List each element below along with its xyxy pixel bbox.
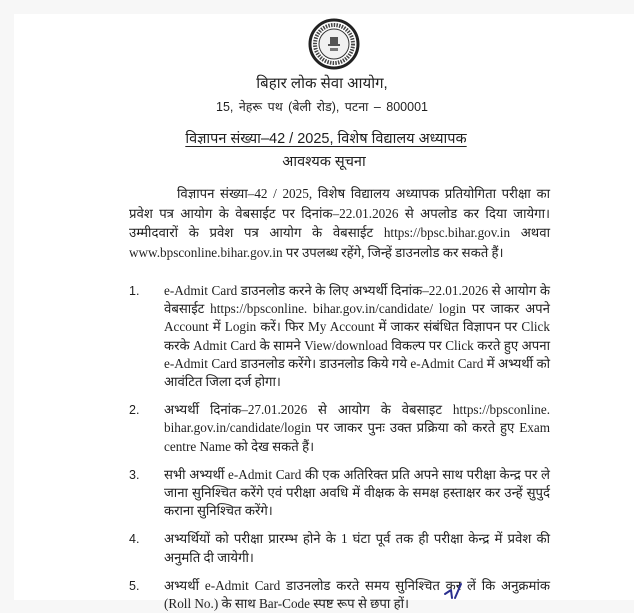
list-item bbox=[129, 466, 550, 521]
intro-paragraph: विज्ञापन संख्या–42 / 2025, विशेष विद्यालय अध्यापक प्रतियोगिता परीक्षा का प्रवेश पत्र आयोग के वेबसाईट पर दिनांक–22.01.2026 से अपलोड कर दिया जायेगा। उम्मीदवारों के प्रवेश पत्र आयोग के वेबसाईट https://bpsc.bihar.gov.in अथवा www.bpsconline.bihar.gov.in पर उपलब्ध रहेंगे, जिन्हें डाउनलोड कर सकते हैं। bbox=[129, 186, 550, 260]
item-number: 2. bbox=[129, 403, 140, 418]
item-text: अभ्यर्थी दिनांक–27.01.2026 से आयोग के वेबसाइट https://bpsconline. bihar.gov.in/candidate/login पर जाकर पुनः उक्त प्रक्रिया को करते हुए Exam centre Name को देख सकते हैं। bbox=[164, 402, 550, 454]
item-text: e-Admit Card डाउनलोड करने के लिए अभ्यर्थी दिनांक–22.01.2026 से आयोग के वेबसाईट https://bpsconline. bihar.gov.in/candidate/ login पर जाकर अपने Account में Login करें। फिर My Account में जाकर संबंधित विज्ञापन पर Click करके Admit Card के सामने View/download विकल्प पर Click करते हुए अपना e-Admit Card डाउनलोड करेंगे। डाउनलोड किये गये e-Admit Card में अभ्यर्थी को आवंटित जिला दर्ज होगा। bbox=[164, 283, 550, 390]
item-text: सभी अभ्यर्थी e-Admit Card की एक अतिरिक्त प्रति अपने साथ परीक्षा केन्द्र पर ले जाना सुनिश्चित करेंगे एवं परीक्षा अवधि में वीक्षक के समक्ष हस्ताक्षर कर उन्हें सुपुर्द कराना सुनिश्चित करेंगे। bbox=[164, 466, 550, 519]
list-item bbox=[129, 401, 550, 456]
item-number: 5. bbox=[129, 578, 140, 593]
organization-address: 15, नेहरू पथ (बेली रोड), पटना – 800001 bbox=[216, 100, 428, 114]
list-item bbox=[129, 530, 550, 566]
item-text: अभ्यर्थियों को परीक्षा प्रारम्भ होने के 1 घंटा पूर्व तक ही परीक्षा केन्द्र में प्रवेश की अनुमति दी जायेगी। bbox=[164, 531, 550, 565]
item-text: अभ्यर्थी e-Admit Card डाउनलोड करते समय सुनिश्चित कर लें कि अनुक्रमांक (Roll No.) के साथ Bar-Code स्पष्ट रूप से छपा हों। bbox=[164, 577, 550, 612]
list-item bbox=[129, 282, 550, 391]
instructions-list bbox=[129, 282, 550, 613]
list-item bbox=[129, 577, 550, 613]
notice-heading: आवश्यक सूचना bbox=[282, 154, 366, 170]
signature-icon bbox=[443, 582, 465, 600]
advertisement-title-text: विज्ञापन संख्या–42 / 2025, विशेष विद्यालय अध्यापक bbox=[185, 131, 467, 147]
item-number: 3. bbox=[129, 467, 140, 482]
item-number: 4. bbox=[129, 532, 140, 547]
bpsc-seal-icon bbox=[308, 18, 360, 70]
advertisement-title bbox=[0, 128, 634, 148]
organization-name: बिहार लोक सेवा आयोग, bbox=[256, 75, 388, 92]
item-number: 1. bbox=[129, 284, 140, 298]
